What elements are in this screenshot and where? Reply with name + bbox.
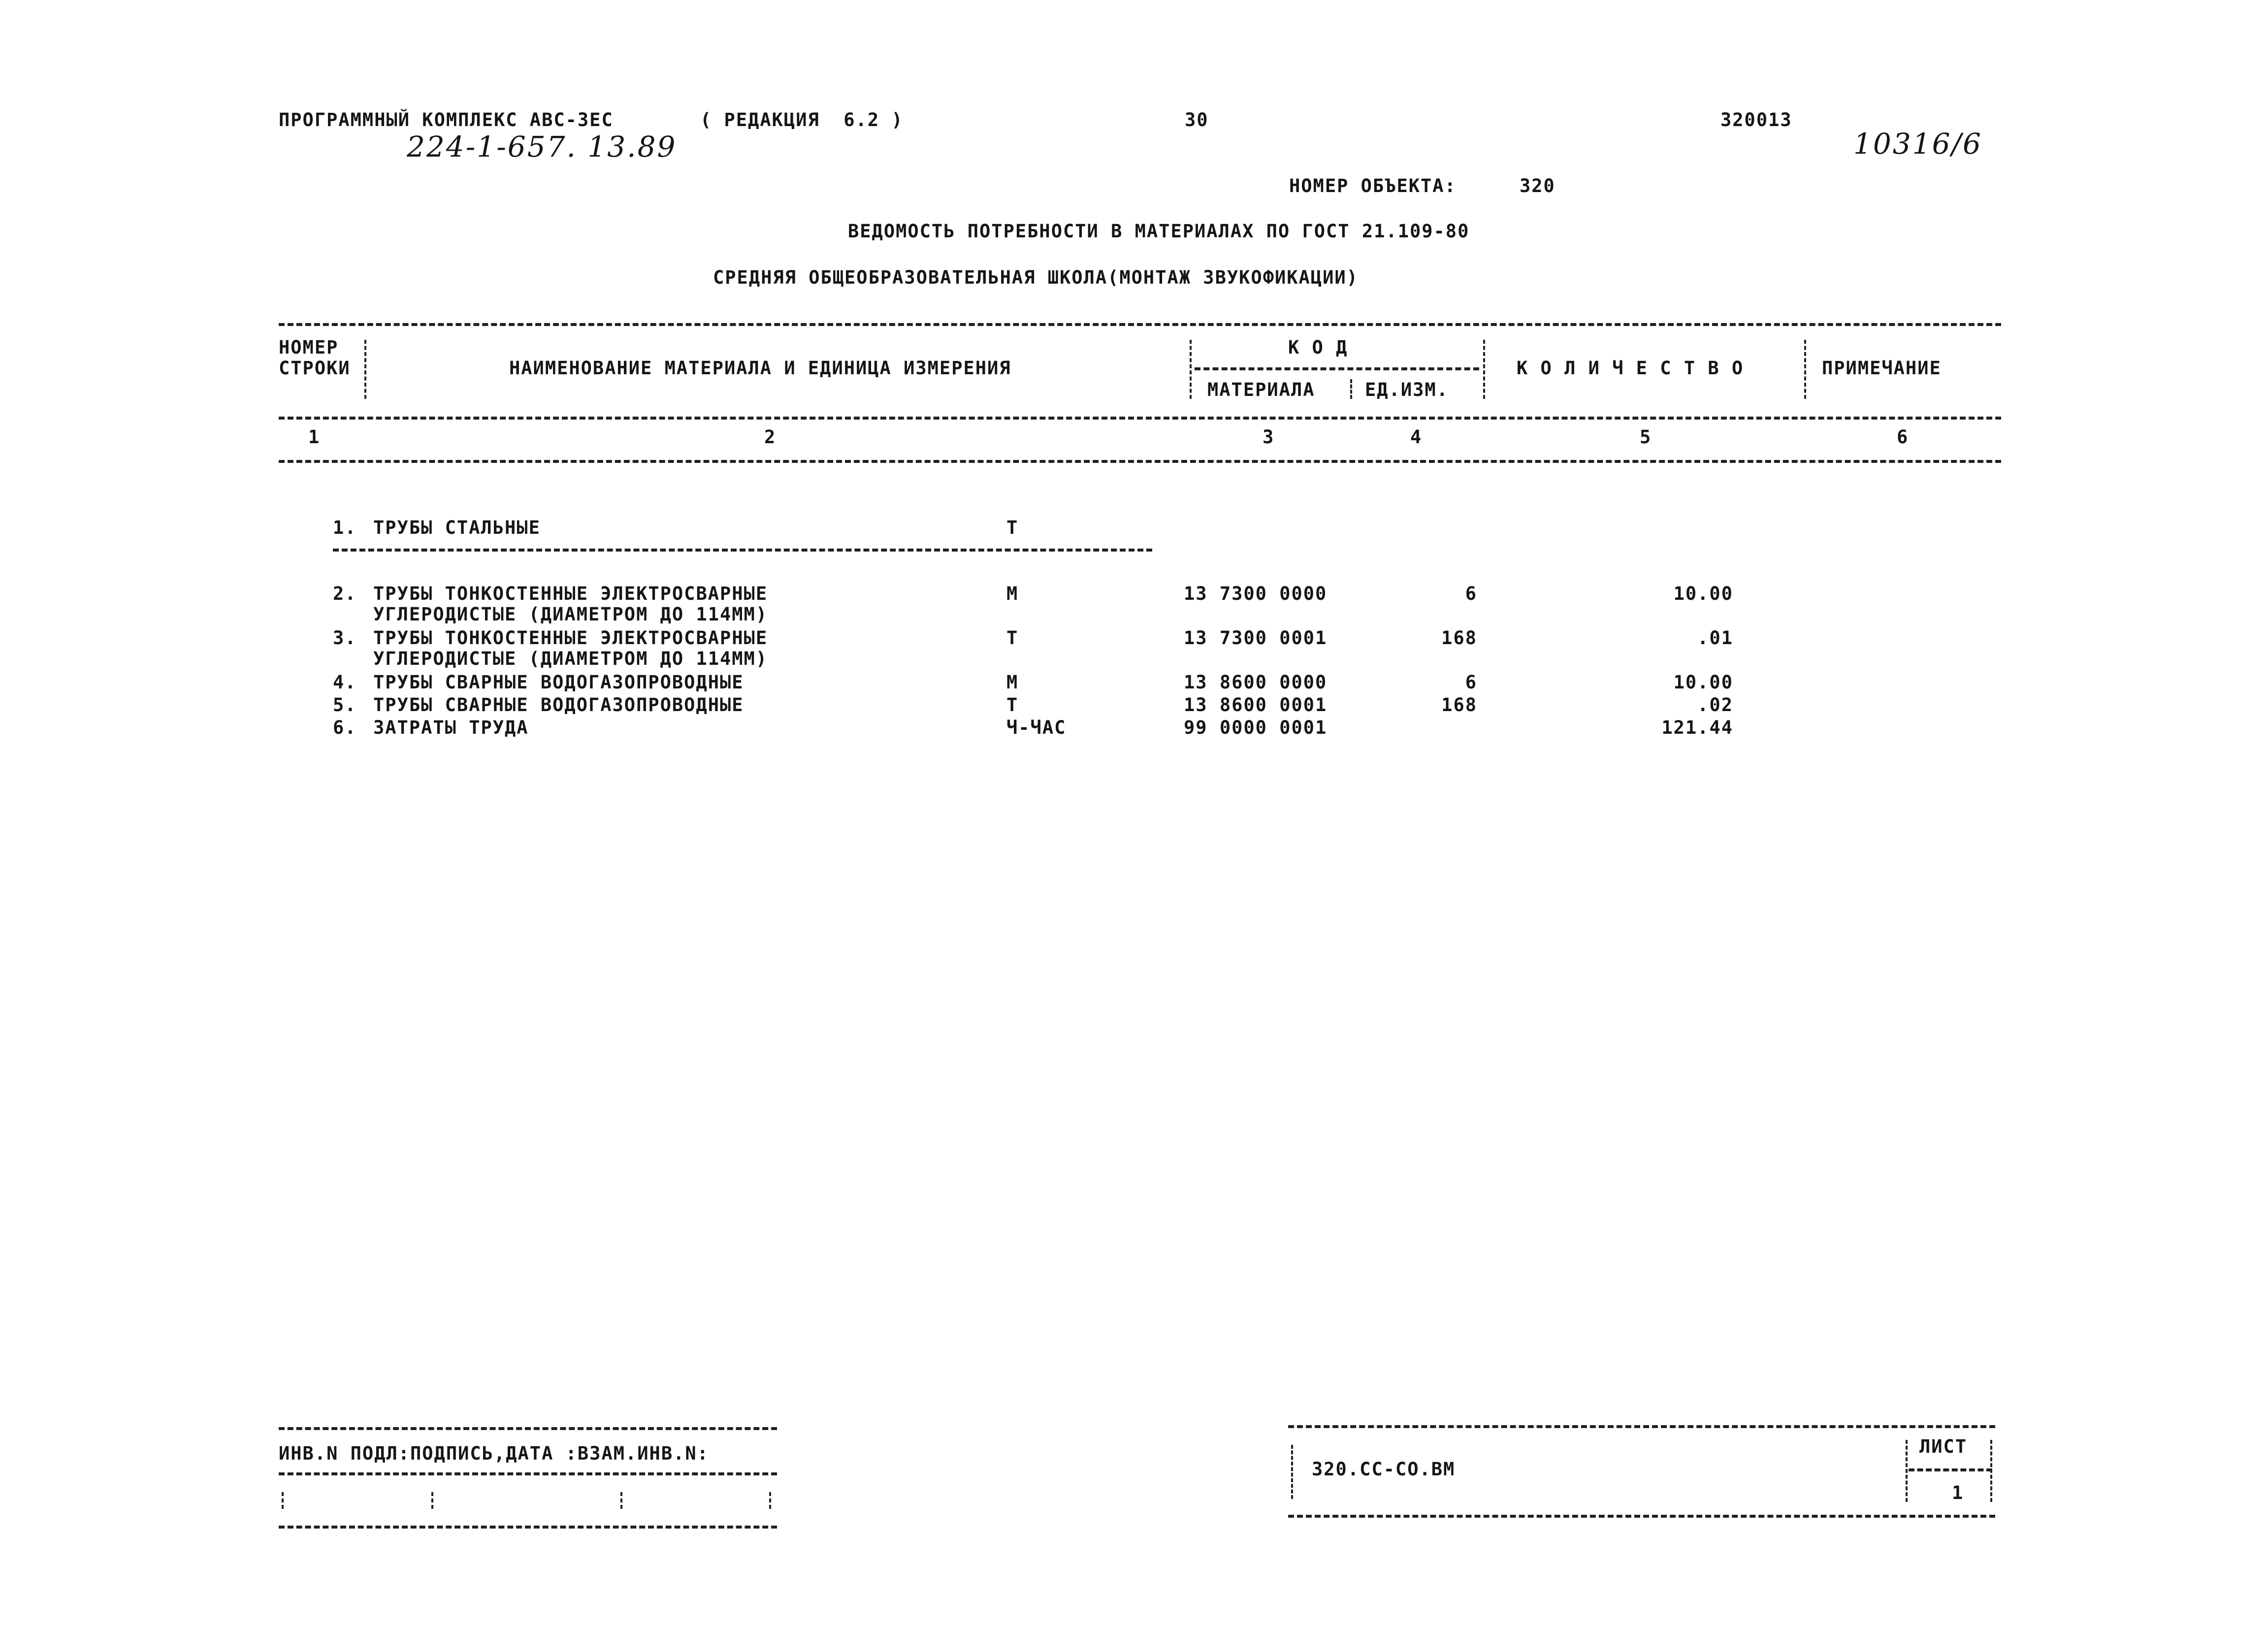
footer-signature-header: ИНВ.N ПОДЛ:ПОДПИСЬ,ДАТА :ВЗАМ.ИНВ.N:: [279, 1443, 709, 1464]
code-subrule: [1195, 367, 1479, 370]
footer-cell-separator: [1990, 1440, 1992, 1502]
col-code-material: МАТЕРИАЛА: [1207, 379, 1315, 400]
handwritten-reference: 10316/6: [1853, 127, 1982, 161]
handwritten-project-number: 224-1-657. 13.89: [407, 130, 677, 163]
object-number: 320: [1520, 175, 1555, 196]
col-number: 4: [1410, 426, 1423, 448]
row-name: ЗАТРАТЫ ТРУДА: [373, 717, 529, 738]
footer-cell-separator: [769, 1492, 771, 1509]
footer-sheet-number: 1: [1952, 1482, 1964, 1503]
footer-right-top-rule: [1288, 1425, 1995, 1428]
col-separator: [1190, 340, 1192, 399]
col-code-unit: ЕД.ИЗМ.: [1365, 379, 1449, 400]
row-unit: Ч-ЧАС: [1006, 717, 1067, 738]
row-unit: М: [1006, 672, 1019, 693]
row-quantity: 10.00: [1673, 583, 1733, 604]
footer-cell-separator: [620, 1492, 622, 1509]
header-bottom-rule: [279, 417, 2001, 420]
col-number: 6: [1897, 426, 1909, 448]
row-material-code: 99 0000 0001: [1184, 717, 1328, 738]
footer-cell-separator: [1906, 1440, 1908, 1502]
program-name: ПРОГРАММНЫЙ КОМПЛЕКС АВС-3ЕС: [279, 109, 614, 130]
row-material-code: 13 8600 0000: [1184, 672, 1328, 693]
row-name: ТРУБЫ ТОНКОСТЕННЫЕ ЭЛЕКТРОСВАРНЫЕ: [373, 627, 768, 649]
row-unit-code: 6: [1465, 583, 1477, 604]
footer-left-bottom-rule: [279, 1526, 777, 1529]
footer-right-bottom-rule: [1288, 1515, 1995, 1518]
col-separator: [1804, 340, 1806, 399]
col-number: 2: [764, 426, 777, 448]
row-number: 2.: [333, 583, 357, 604]
row-material-code: 13 8600 0001: [1184, 694, 1328, 716]
col-separator: [1483, 340, 1485, 399]
footer-cell-separator: [282, 1492, 284, 1509]
footer-left-top-rule: [279, 1427, 777, 1430]
row-number: 5.: [333, 694, 357, 716]
col-separator: [1350, 379, 1352, 399]
numbers-bottom-rule: [279, 460, 2001, 463]
row-material-code: 13 7300 0001: [1184, 627, 1328, 649]
row-number: 6.: [333, 717, 357, 738]
row-name: ТРУБЫ СВАРНЫЕ ВОДОГАЗОПРОВОДНЫЕ: [373, 694, 744, 716]
footer-sheet-label: ЛИСТ: [1919, 1436, 1968, 1457]
row-material-code: 13 7300 0000: [1184, 583, 1328, 604]
row-number: 4.: [333, 672, 357, 693]
row-quantity: 121.44: [1661, 717, 1733, 738]
page-number: 30: [1185, 109, 1209, 130]
footer-left-mid-rule: [279, 1472, 777, 1475]
row-quantity: .02: [1697, 694, 1733, 716]
row-name-continued: УГЛЕРОДИСТЫЕ (ДИАМЕТРОМ ДО 114ММ): [373, 648, 768, 669]
col-number: 5: [1640, 426, 1652, 448]
row-unit: Т: [1006, 517, 1019, 538]
col-note: ПРИМЕЧАНИЕ: [1822, 358, 1942, 379]
footer-sheet-rule: [1909, 1468, 1992, 1471]
table-top-rule: [279, 323, 2001, 326]
row-unit-code: 168: [1441, 694, 1477, 716]
col-row-number-2: СТРОКИ: [279, 358, 351, 379]
footer-cell-separator: [1291, 1445, 1293, 1499]
row-name: ТРУБЫ СТАЛЬНЫЕ: [373, 517, 541, 538]
row-unit-code: 6: [1465, 672, 1477, 693]
row-name-continued: УГЛЕРОДИСТЫЕ (ДИАМЕТРОМ ДО 114ММ): [373, 604, 768, 625]
row-number: 1.: [333, 517, 357, 538]
row-name: ТРУБЫ СВАРНЫЕ ВОДОГАЗОПРОВОДНЫЕ: [373, 672, 744, 693]
col-row-number-1: НОМЕР: [279, 337, 339, 358]
row-number: 3.: [333, 627, 357, 649]
document-code: 320013: [1720, 109, 1792, 130]
row-unit: Т: [1006, 627, 1019, 649]
row-unit-code: 168: [1441, 627, 1477, 649]
footer-document-code: 320.СС-СО.ВМ: [1312, 1459, 1456, 1480]
col-code: К О Д: [1288, 337, 1348, 358]
object-label: НОМЕР ОБЪЕКТА:: [1289, 175, 1457, 196]
page-subtitle: СРЕДНЯЯ ОБЩЕОБРАЗОВАТЕЛЬНАЯ ШКОЛА(МОНТАЖ ЗВУКОФИКАЦИИ): [713, 267, 1359, 288]
section-rule: [333, 549, 1152, 552]
col-number: 3: [1263, 426, 1275, 448]
row-name: ТРУБЫ ТОНКОСТЕННЫЕ ЭЛЕКТРОСВАРНЫЕ: [373, 583, 768, 604]
col-number: 1: [308, 426, 321, 448]
page-title: ВЕДОМОСТЬ ПОТРЕБНОСТИ В МАТЕРИАЛАХ ПО ГОСТ 21.109-80: [848, 221, 1470, 242]
row-unit: Т: [1006, 694, 1019, 716]
row-quantity: 10.00: [1673, 672, 1733, 693]
col-quantity: К О Л И Ч Е С Т В О: [1517, 358, 1744, 379]
footer-cell-separator: [431, 1492, 433, 1509]
row-unit: М: [1006, 583, 1019, 604]
col-material-name: НАИМЕНОВАНИЕ МАТЕРИАЛА И ЕДИНИЦА ИЗМЕРЕНИЯ: [509, 358, 1011, 379]
col-separator: [364, 340, 366, 399]
edition-label: ( РЕДАКЦИЯ 6.2 ): [700, 109, 904, 130]
row-quantity: .01: [1697, 627, 1733, 649]
